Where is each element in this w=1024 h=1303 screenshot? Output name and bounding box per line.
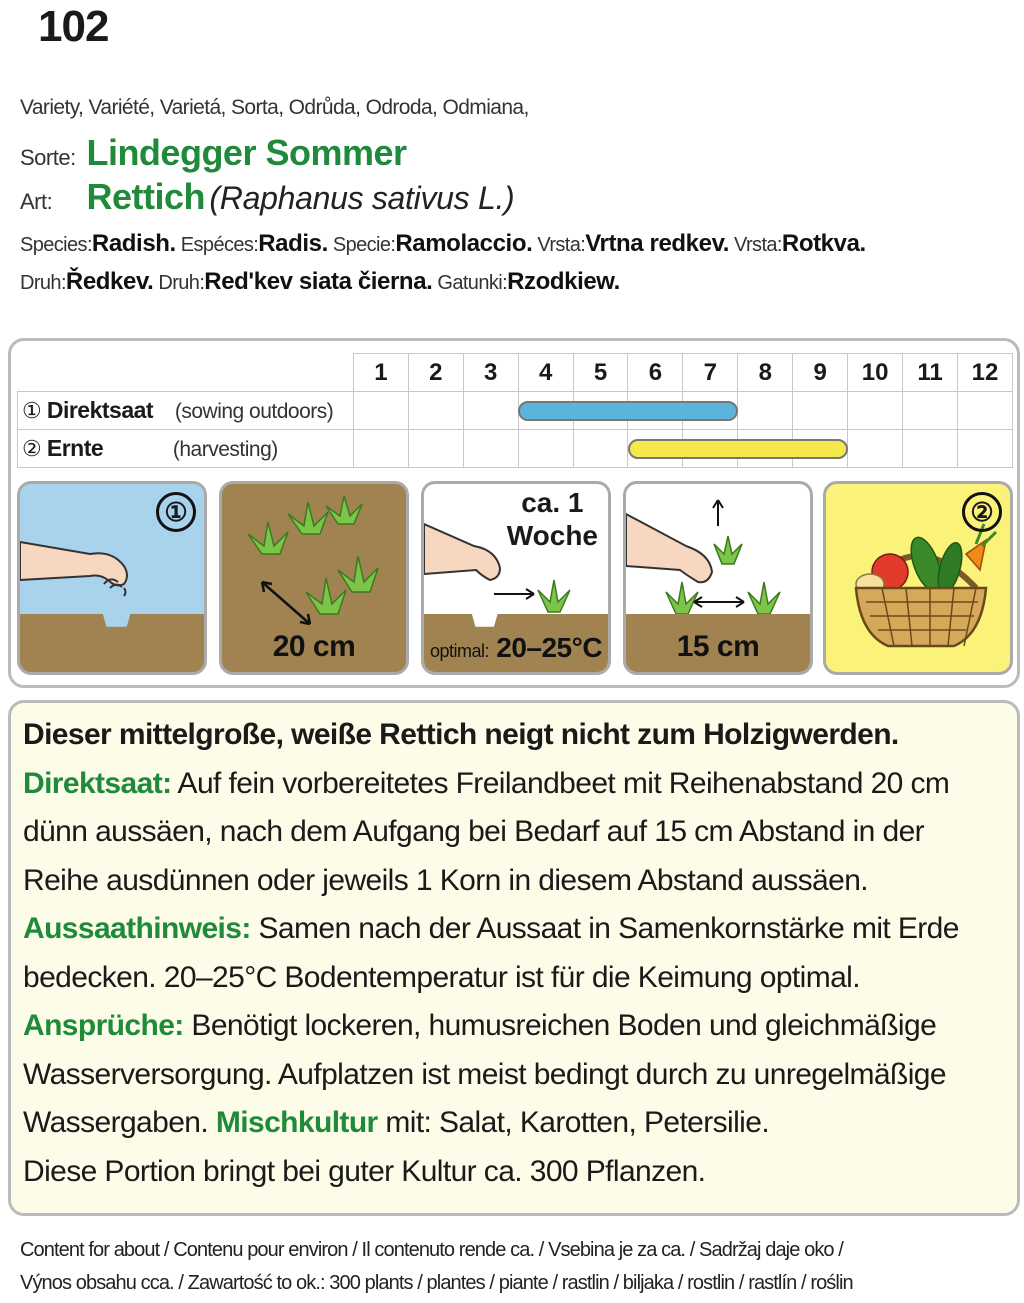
variety-name: Lindegger Sommer: [86, 132, 407, 173]
variety-label: Sorte:: [20, 145, 76, 170]
translation-label: Species:: [20, 234, 92, 256]
month-cell: 2: [408, 354, 463, 392]
sowing-heading: Direktsaat:: [23, 766, 172, 800]
row-name: Ernte: [46, 435, 104, 461]
sowing-paragraph: [23, 760, 1005, 906]
tile-thinning: [623, 481, 813, 675]
harvest-period-bar: [628, 439, 848, 459]
month-cell: 9: [793, 354, 848, 392]
calendar-cell: [408, 392, 463, 430]
step-marker: ①: [156, 492, 196, 532]
month-cell: 1: [353, 354, 408, 392]
sowing-hint-heading: Aussaathinweis:: [23, 912, 251, 945]
tile-sowing: [17, 481, 207, 675]
calendar-cell: [463, 392, 518, 430]
calendar-cell: [353, 430, 408, 468]
row-subtitle: (sowing outdoors): [174, 400, 334, 423]
translation-value: Radish.: [91, 230, 176, 257]
translation-label: Vrsta:: [537, 234, 586, 256]
germination-duration: ca. 1 Woche: [506, 487, 598, 551]
calendar-table: [17, 353, 1013, 468]
month-cell: 8: [738, 354, 793, 392]
translation-value: Rzodkiew.: [507, 268, 620, 295]
calendar-cell: [793, 392, 848, 430]
row-number: ②: [22, 436, 42, 461]
month-cell: 10: [848, 354, 903, 392]
month-cell: 12: [957, 354, 1012, 392]
tile-row-spacing: [219, 481, 409, 675]
translation-value: Ramolaccio.: [395, 230, 533, 257]
step-marker: ②: [962, 492, 1002, 532]
translation-value: Ředkev.: [65, 268, 154, 295]
companion-text: mit: Salat, Karotten, Petersilie.: [377, 1106, 770, 1139]
translation-value: Rotkva.: [781, 230, 866, 257]
calendar-cell: [957, 392, 1012, 430]
calendar-cell: [353, 392, 408, 430]
sowing-calendar: [8, 338, 1020, 688]
species-translations-1: [20, 230, 866, 258]
calendar-cell: [848, 392, 903, 430]
translation-label: Druh:: [20, 272, 66, 294]
translation-value: Vrtna redkev.: [585, 230, 730, 257]
calendar-cell: [957, 430, 1012, 468]
calendar-cell: [903, 430, 958, 468]
translation-label: Specie:: [332, 234, 396, 256]
harvest-row-label: [18, 430, 354, 468]
tile-germination: [421, 481, 611, 675]
species-line: [20, 176, 514, 218]
description-box: [8, 700, 1020, 1216]
latin-name: (Raphanus sativus L.): [209, 180, 515, 216]
harvest-row: [18, 430, 1013, 468]
species-label: Art:: [20, 189, 53, 214]
content-line-2: Výnos obsahu cca. / Zawartość to ok.: 300 plants / plantes / piante / rastlin / biljaka / rostlin / rastlín / roślin: [20, 1272, 853, 1294]
calendar-cell: [463, 430, 518, 468]
month-cell: 6: [628, 354, 683, 392]
content-line-1: Content for about / Contenu pour environ / Il contenuto rende ca. / Vsebina je za ca. / Sadržaj daje oko /: [20, 1239, 843, 1261]
species-name: Rettich: [86, 176, 205, 217]
companion-heading: Mischkultur: [215, 1106, 378, 1139]
content-note: [20, 1234, 853, 1300]
product-code: 102: [38, 2, 109, 51]
headline: Dieser mittelgroße, weiße Rettich neigt nicht zum Holzigwerden.: [23, 718, 899, 751]
temperature-prefix: optimal:: [429, 641, 489, 661]
translation-label: Druh:: [158, 272, 205, 294]
sowing-row: [18, 392, 1013, 430]
row-subtitle: (harvesting): [172, 438, 278, 461]
calendar-cell: [848, 430, 903, 468]
month-cell: 5: [573, 354, 628, 392]
calendar-cell: [408, 430, 463, 468]
temperature-value: 20–25°C: [496, 632, 603, 663]
species-translations-2: [20, 268, 620, 296]
calendar-cell: [738, 392, 793, 430]
month-header-row: [18, 354, 1013, 392]
translation-label: Vrsta:: [733, 234, 782, 256]
translation-value: Red'kev siata čierna.: [204, 268, 433, 295]
month-cell: 7: [683, 354, 738, 392]
sowing-hint-paragraph: [23, 905, 1005, 1002]
calendar-cell: [518, 430, 573, 468]
requirements-paragraph: [23, 1002, 1005, 1148]
requirements-heading: Ansprüche:: [23, 1009, 184, 1042]
tile-harvest: [823, 481, 1013, 675]
sowing-period-bar: [518, 401, 738, 421]
month-cell: 11: [903, 354, 958, 392]
row-name: Direktsaat: [46, 397, 154, 423]
month-cell: 3: [463, 354, 518, 392]
variety-languages: Variety, Variété, Varietá, Sorta, Odrůda, Odroda, Odmiana,: [20, 96, 529, 119]
calendar-cell: [573, 430, 628, 468]
variety-line: [20, 132, 407, 174]
month-cell: 4: [518, 354, 573, 392]
translation-label: Gatunki:: [437, 272, 508, 294]
sowing-text: Auf fein vorbereitetes Freilandbeet mit Reihenabstand 20 cm dünn aussäen, nach dem Aufgang bei Bedarf auf 15 cm Abstand in der Reihe ausdünnen oder jeweils 1 Korn in diesem Abstand aussäen.: [23, 766, 950, 897]
portion-note: Diese Portion bringt bei guter Kultur ca. 300 Pflanzen.: [23, 1154, 706, 1188]
row-number: ①: [22, 398, 42, 423]
translation-label: Espéces:: [180, 234, 259, 256]
header-blank: [18, 354, 354, 392]
requirements-text: Benötigt lockeren, humusreichen Boden und gleichmäßige Wasserversorgung. Aufplatzen ist meist bedingt durch zu unregelmäßige Wassergaben.: [23, 1009, 946, 1139]
sowing-row-label: [18, 392, 354, 430]
translation-value: Radis.: [258, 230, 328, 257]
row-spacing-label: 20 cm: [272, 630, 356, 663]
sowing-hint-text: Samen nach der Aussaat in Samenkornstärke mit Erde bedecken. 20–25°C Bodentemperatur ist für die Keimung optimal.: [23, 912, 959, 994]
calendar-cell: [903, 392, 958, 430]
optimal-temperature: [424, 632, 608, 664]
thinning-distance-label: 15 cm: [676, 630, 760, 663]
